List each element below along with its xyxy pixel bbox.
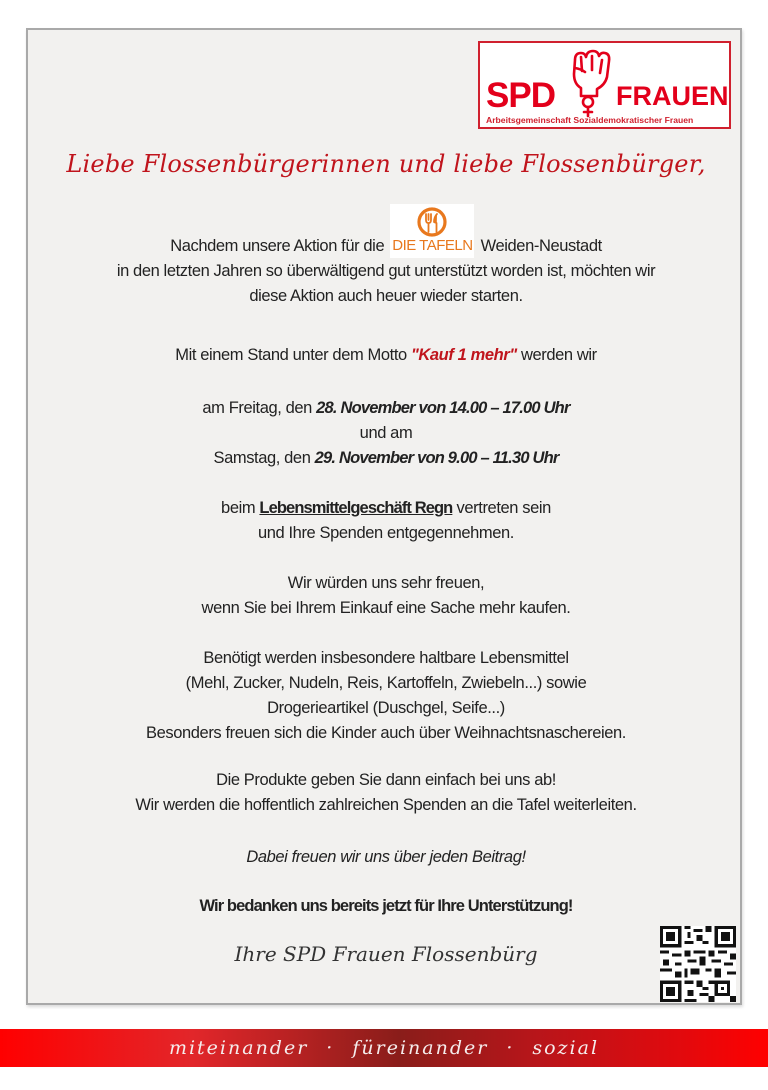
location-paragraph: [28, 496, 744, 546]
dates-paragraph: [28, 396, 744, 471]
motto-text-before: Mit einem Stand unter dem Motto: [175, 346, 411, 364]
appreciation-text: [28, 845, 744, 870]
motto-highlight: "Kauf 1 mehr": [410, 346, 517, 364]
thanks-line: Wir bedanken uns bereits jetzt für Ihre Unterstützung!: [199, 897, 573, 915]
intro-line-2: in den letzten Jahren so überwältigend gut unterstützt worden ist, möchten wir: [116, 262, 656, 280]
logo-spd-text: SPD: [486, 76, 555, 115]
location-prefix: beim: [221, 499, 260, 517]
appreciation-line: Dabei freuen wir uns über jeden Beitrag!: [246, 848, 526, 866]
qr-code-icon[interactable]: [660, 926, 736, 1002]
friday-line: [28, 396, 744, 421]
needs-line-1: Benötigt werden insbesondere haltbare Lebensmittel: [203, 649, 569, 667]
saturday-line: [28, 446, 744, 471]
tafeln-logo-text: DIE TAFELN: [392, 237, 473, 254]
request-paragraph: [28, 571, 744, 621]
dropoff-line-1: Die Produkte geben Sie dann einfach bei uns ab!: [216, 771, 556, 789]
footer-item-miteinander: miteinander: [168, 1037, 309, 1059]
needs-line-2: (Mehl, Zucker, Nudeln, Reis, Kartoffeln, Zwiebeln...) sowie: [185, 674, 587, 692]
needs-line-3: Drogerieartikel (Duschgel, Seife...): [267, 699, 505, 717]
location-suffix: vertreten sein: [452, 499, 551, 517]
dropoff-line-2: Wir werden die hoffentlich zahlreichen Spenden an die Tafel weiterleiten.: [135, 796, 637, 814]
intro-line-3: diese Aktion auch heuer wieder starten.: [249, 287, 523, 305]
saturday-date: 29. November von 9.00 – 11.30 Uhr: [314, 449, 559, 467]
shop-name: Lebensmittelgeschäft Regn: [259, 499, 453, 517]
motto-paragraph: [28, 343, 744, 368]
dropoff-paragraph: [28, 768, 744, 818]
footer-separator: ·: [506, 1037, 515, 1059]
thanks-text: [28, 894, 744, 919]
friday-prefix: am Freitag, den: [202, 399, 317, 417]
spd-frauen-logo: [478, 41, 731, 129]
raised-fist-female-symbol-icon: [563, 46, 613, 118]
needs-paragraph: [28, 646, 744, 746]
motto-text-after: werden wir: [516, 346, 597, 364]
location-line-1: [28, 496, 744, 521]
logo-subtitle: Arbeitsgemeinschaft Sozialdemokratischer Frauen: [486, 115, 694, 125]
footer-slogan: [169, 1037, 599, 1059]
footer-item-fureinander: füreinander: [352, 1037, 489, 1059]
location-line-2: und Ihre Spenden entgegennehmen.: [257, 524, 514, 542]
request-line-2: wenn Sie bei Ihrem Einkauf eine Sache mehr kaufen.: [201, 599, 571, 617]
footer-separator: ·: [326, 1037, 335, 1059]
footer-item-sozial: sozial: [532, 1037, 600, 1059]
request-line-1: Wir würden uns sehr freuen,: [287, 574, 485, 592]
logo-frauen-text: FRAUEN: [616, 81, 729, 111]
signature: Ihre SPD Frauen Flossenbürg: [234, 942, 538, 966]
intro-paragraph: [28, 234, 744, 309]
friday-date: 28. November von 14.00 – 17.00 Uhr: [316, 399, 570, 417]
intro-line-1: [28, 234, 744, 259]
intro-text-after-logo: Weiden-Neustadt: [480, 237, 602, 255]
motto-line: [28, 343, 744, 368]
saturday-prefix: Samstag, den: [213, 449, 315, 467]
needs-line-4: Besonders freuen sich die Kinder auch über Weihnachtsnaschereien.: [145, 724, 626, 742]
greeting-heading: Liebe Flossenbürgerinnen und liebe Flossenbürger,: [66, 150, 706, 178]
footer-band: [0, 1029, 768, 1067]
intro-text-before-logo: Nachdem unsere Aktion für die: [170, 237, 385, 255]
flyer-card: [26, 28, 742, 1005]
die-tafeln-logo: [390, 234, 474, 259]
date-connector: und am: [359, 424, 413, 442]
